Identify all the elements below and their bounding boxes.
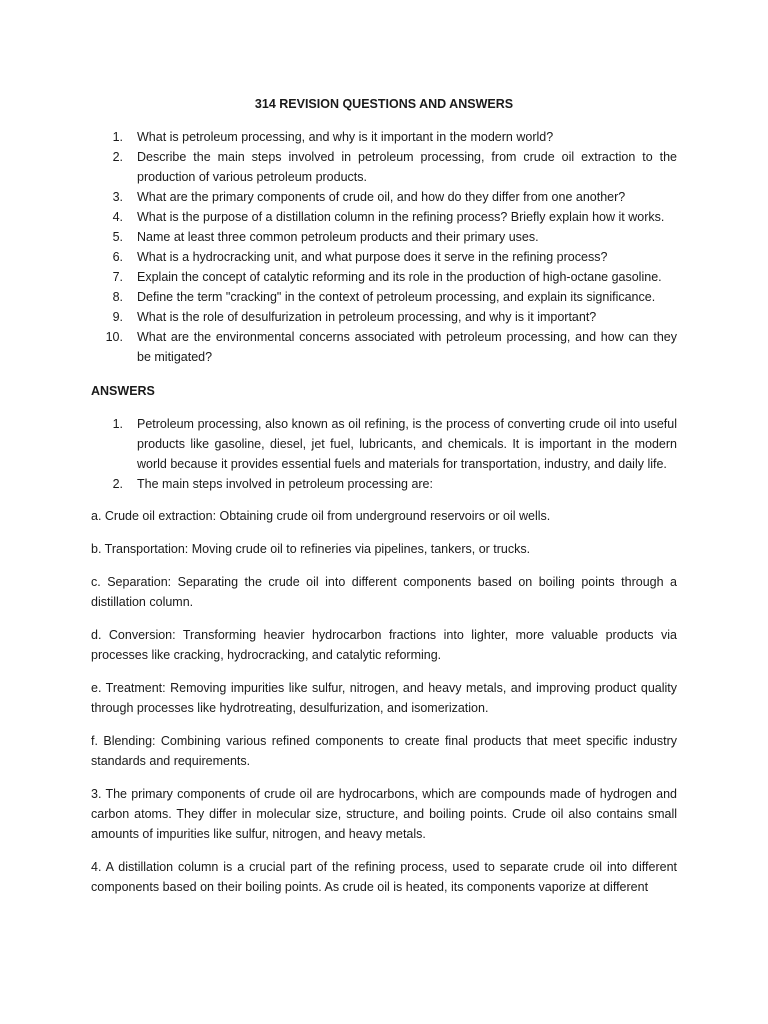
- list-number: 9.: [112, 310, 123, 324]
- question-text: What is the purpose of a distillation column in the refining process? Briefly explain how it works.: [137, 210, 665, 224]
- question-item: [91, 207, 677, 227]
- question-item: [91, 247, 677, 267]
- question-text: Name at least three common petroleum products and their primary uses.: [137, 230, 539, 244]
- document-title: 314 REVISION QUESTIONS AND ANSWERS: [254, 97, 514, 111]
- list-number: 3.: [112, 190, 123, 204]
- paragraph: c. Separation: Separating the crude oil into different components based on boiling points through a distillation column.: [91, 575, 677, 609]
- question-item: [91, 307, 677, 327]
- question-item: [91, 127, 677, 147]
- questions-list: [91, 127, 677, 367]
- question-text: What are the primary components of crude oil, and how do they differ from one another?: [137, 190, 626, 204]
- paragraph: d. Conversion: Transforming heavier hydrocarbon fractions into lighter, more valuable products via processes like cracking, hydrocracking, and catalytic reforming.: [91, 628, 677, 662]
- question-text: Define the term "cracking" in the context of petroleum processing, and explain its significance.: [137, 290, 656, 304]
- paragraph: f. Blending: Combining various refined components to create final products that meet specific industry standards and requirements.: [91, 734, 677, 768]
- answers-heading: ANSWERS: [91, 384, 155, 398]
- list-number: 6.: [112, 250, 123, 264]
- paragraph: a. Crude oil extraction: Obtaining crude oil from underground reservoirs or oil wells.: [91, 509, 551, 523]
- list-number: 2.: [112, 477, 123, 491]
- question-text: What is petroleum processing, and why is it important in the modern world?: [137, 130, 554, 144]
- list-number: 4.: [112, 210, 123, 224]
- question-text: Explain the concept of catalytic reforming and its role in the production of high-octane gasoline.: [137, 270, 662, 284]
- question-item: [91, 267, 677, 287]
- list-number: 8.: [112, 290, 123, 304]
- question-item: [91, 227, 677, 247]
- question-text: What are the environmental concerns associated with petroleum processing, and how can they be mitigated?: [137, 330, 677, 364]
- list-number: 5.: [112, 230, 123, 244]
- question-item: [91, 327, 677, 367]
- paragraph: 4. A distillation column is a crucial part of the refining process, used to separate crude oil into different components based on their boiling points. As crude oil is heated, its components vaporize at different: [91, 860, 677, 894]
- list-number: 10.: [105, 330, 123, 344]
- answer-item: [91, 474, 677, 494]
- paragraph: e. Treatment: Removing impurities like sulfur, nitrogen, and heavy metals, and improving product quality through processes like hydrotreating, desulfurization, and isomerization.: [91, 681, 677, 715]
- answer-text: The main steps involved in petroleum processing are:: [137, 477, 433, 491]
- question-text: What is a hydrocracking unit, and what purpose does it serve in the refining process?: [137, 250, 608, 264]
- list-number: 1.: [112, 417, 123, 431]
- list-number: 1.: [112, 130, 123, 144]
- question-item: [91, 187, 677, 207]
- answer-item: [91, 414, 677, 474]
- question-text: Describe the main steps involved in petroleum processing, from crude oil extraction to the production of various petroleum products.: [137, 150, 677, 184]
- question-item: [91, 287, 677, 307]
- list-number: 2.: [112, 150, 123, 164]
- paragraph: b. Transportation: Moving crude oil to refineries via pipelines, tankers, or trucks.: [91, 542, 531, 556]
- question-text: What is the role of desulfurization in petroleum processing, and why is it important?: [137, 310, 597, 324]
- list-number: 7.: [112, 270, 123, 284]
- question-item: [91, 147, 677, 187]
- answers-list: [91, 414, 677, 494]
- paragraph: 3. The primary components of crude oil are hydrocarbons, which are compounds made of hydrogen and carbon atoms. They differ in molecular size, structure, and boiling points. Crude oil also contains small amounts of impurities like sulfur, nitrogen, and heavy metals.: [91, 787, 677, 841]
- answer-text: Petroleum processing, also known as oil refining, is the process of converting crude oil into useful products like gasoline, diesel, jet fuel, lubricants, and chemicals. It is important in the modern world because it provides essential fuels and materials for transportation, industry, and daily life.: [137, 417, 677, 471]
